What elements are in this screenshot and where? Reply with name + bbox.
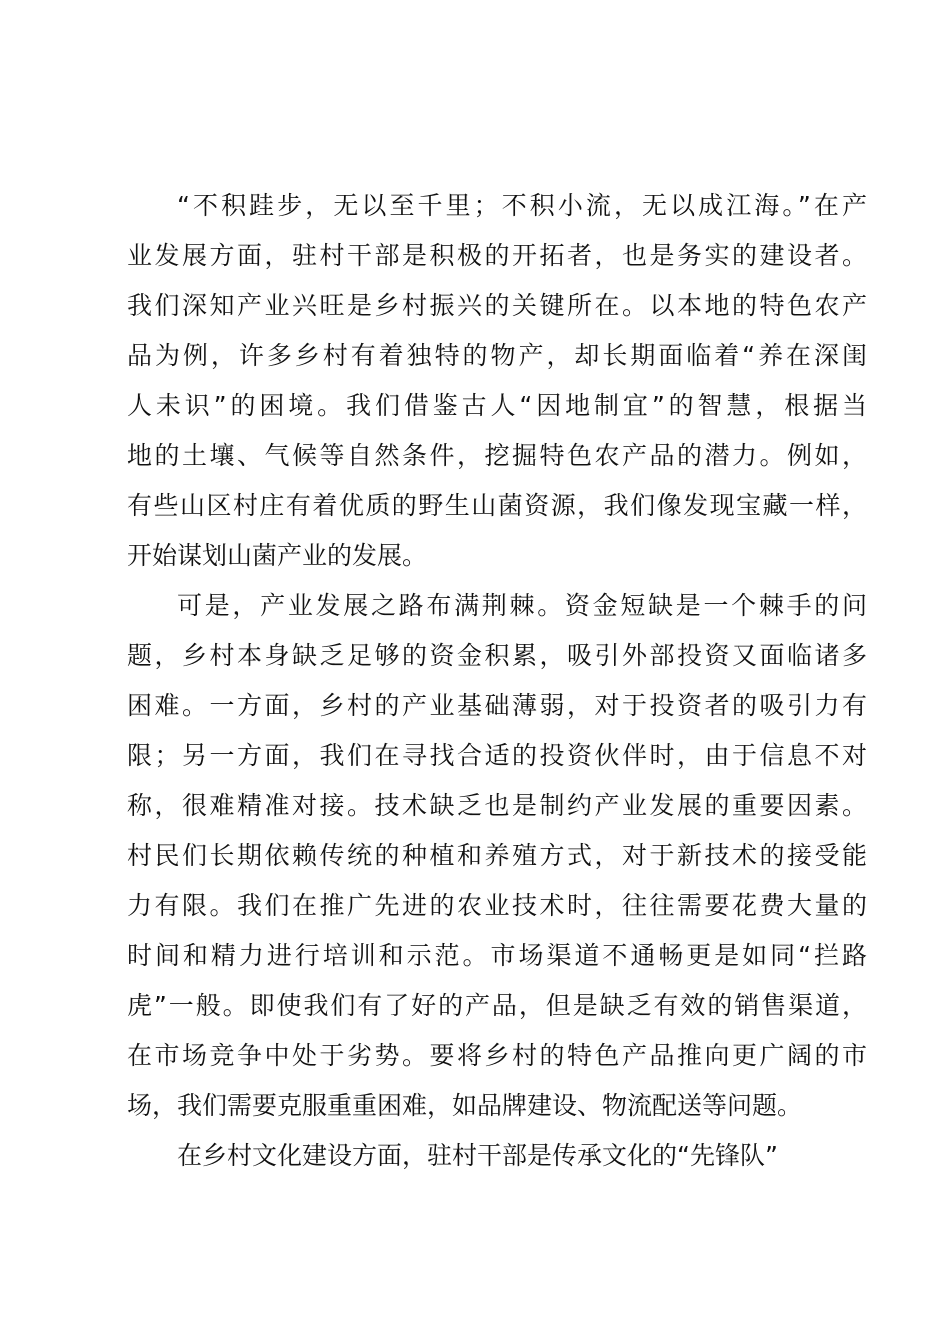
- paragraph: [127, 581, 867, 1131]
- text-line: 品为例，许多乡村有着独特的物产，却长期面临着“养在深闺: [127, 341, 867, 370]
- paragraph: [127, 181, 867, 581]
- text-line: 限；另一方面，我们在寻找合适的投资伙伴时，由于信息不对: [127, 741, 867, 770]
- text-line: 在乡村文化建设方面，驻村干部是传承文化的“先锋队”: [177, 1141, 778, 1170]
- text-line: 村民们长期依赖传统的种植和养殖方式，对于新技术的接受能: [127, 841, 867, 870]
- text-line: 有些山区村庄有着优质的野生山菌资源，我们像发现宝藏一样，: [127, 491, 867, 520]
- text-line: 我们深知产业兴旺是乡村振兴的关键所在。以本地的特色农产: [127, 291, 867, 320]
- text-line: “不积跬步，无以至千里；不积小流，无以成江海。”在产: [177, 191, 867, 220]
- text-line: 称，很难精准对接。技术缺乏也是制约产业发展的重要因素。: [127, 791, 867, 820]
- text-line: 时间和精力进行培训和示范。市场渠道不通畅更是如同“拦路: [127, 941, 867, 970]
- text-line: 力有限。我们在推广先进的农业技术时，往往需要花费大量的: [127, 891, 867, 920]
- text-line: 业发展方面，驻村干部是积极的开拓者，也是务实的建设者。: [127, 241, 867, 270]
- text-line: 开始谋划山菌产业的发展。: [127, 541, 428, 570]
- text-line: 场，我们需要克服重重困难，如品牌建设、物流配送等问题。: [127, 1091, 803, 1120]
- text-line: 地的土壤、气候等自然条件，挖掘特色农产品的潜力。例如，: [127, 441, 867, 470]
- text-line: 可是，产业发展之路布满荆棘。资金短缺是一个棘手的问: [177, 591, 867, 620]
- text-line: 困难。一方面，乡村的产业基础薄弱，对于投资者的吸引力有: [127, 691, 867, 720]
- text-line: 虎”一般。即使我们有了好的产品，但是缺乏有效的销售渠道，: [127, 991, 867, 1020]
- text-line: 题，乡村本身缺乏足够的资金积累，吸引外部投资又面临诸多: [127, 641, 867, 670]
- text-line: 人未识”的困境。我们借鉴古人“因地制宜”的智慧，根据当: [127, 391, 867, 420]
- paragraph: [127, 1131, 867, 1181]
- document-body: [127, 181, 867, 1181]
- text-line: 在市场竞争中处于劣势。要将乡村的特色产品推向更广阔的市: [127, 1041, 867, 1070]
